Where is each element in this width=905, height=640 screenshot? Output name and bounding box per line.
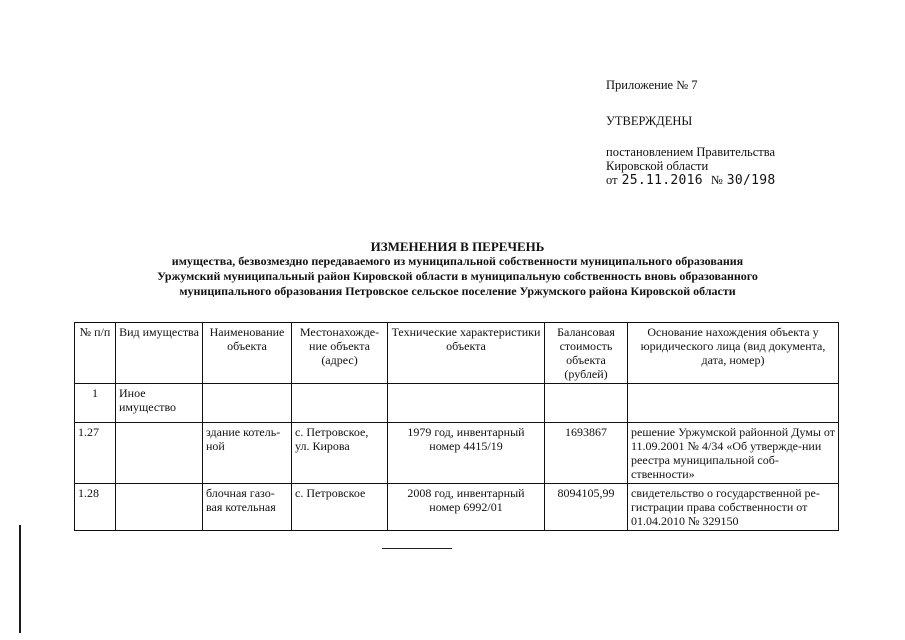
cell-tech: 1979 год, инвентарный номер 4415/19 (388, 423, 545, 484)
header-type: Вид имущества (116, 323, 203, 384)
header-num: № п/п (75, 323, 116, 384)
header-basis: Основание нахождения объекта у юридического лица (вид документа, дата, номер) (628, 323, 839, 384)
header-address: Местонахожде-ние объекта (адрес) (292, 323, 388, 384)
cell-name: здание котель-ной (203, 423, 292, 484)
cell-empty (388, 384, 545, 423)
document-title (100, 239, 815, 299)
cell-type (116, 484, 203, 531)
title-line-1: имущества, безвозмездно передаваемого из муниципальной собственности муниципального образования (171, 254, 744, 268)
decree-number-handwritten: 30/198 (726, 173, 776, 188)
header-name: Наименование объекта (203, 323, 292, 384)
cell-name: блочная газо-вая котельная (203, 484, 292, 531)
header-value: Балансовая стоимость объекта (рублей) (545, 323, 628, 384)
cell-empty (545, 384, 628, 423)
date-prefix: от (606, 173, 618, 187)
cell-num: 1 (75, 384, 116, 423)
decree-date-number (606, 173, 776, 188)
cell-type: Иное имущество (116, 384, 203, 423)
decree-date-handwritten: 25.11.2016 (621, 173, 703, 188)
title-heading: ИЗМЕНЕНИЯ В ПЕРЕЧЕНЬ (370, 239, 545, 254)
appendix-label: Приложение № 7 (606, 78, 698, 92)
scan-edge-mark (19, 525, 21, 633)
cell-empty (628, 384, 839, 423)
table-row (75, 484, 839, 531)
end-divider (382, 548, 452, 549)
cell-address: с. Петровское, ул. Кирова (292, 423, 388, 484)
cell-basis: решение Уржумской районной Думы от 11.09.2001 № 4/34 «Об утвержде-нии реестра муниципальной соб-ственности» (628, 423, 839, 484)
cell-address: с. Петровское (292, 484, 388, 531)
approved-label: УТВЕРЖДЕНЫ (606, 114, 693, 128)
decree-line-1: постановлением Правительства (606, 145, 776, 159)
cell-num: 1.28 (75, 484, 116, 531)
header-tech: Технические характеристики объекта (388, 323, 545, 384)
table-row-section (75, 384, 839, 423)
decree-line-2: Кировской области (606, 159, 709, 173)
title-line-3: муниципального образования Петровское сельское поселение Уржумского района Кировской области (179, 284, 736, 298)
cell-value: 1693867 (545, 423, 628, 484)
cell-num: 1.27 (75, 423, 116, 484)
cell-tech: 2008 год, инвентарный номер 6992/01 (388, 484, 545, 531)
cell-empty (203, 384, 292, 423)
cell-value: 8094105,99 (545, 484, 628, 531)
cell-basis: свидетельство о государственной ре-гистрации права собственности от 01.04.2010 № 329150 (628, 484, 839, 531)
cell-empty (292, 384, 388, 423)
approval-block (606, 78, 776, 188)
cell-type (116, 423, 203, 484)
table-row (75, 423, 839, 484)
number-prefix: № (710, 173, 723, 187)
property-table (74, 322, 839, 531)
title-line-2: Уржумский муниципальный район Кировской области в муниципальную собственность вновь образованного (157, 269, 758, 283)
table-header-row (75, 323, 839, 384)
